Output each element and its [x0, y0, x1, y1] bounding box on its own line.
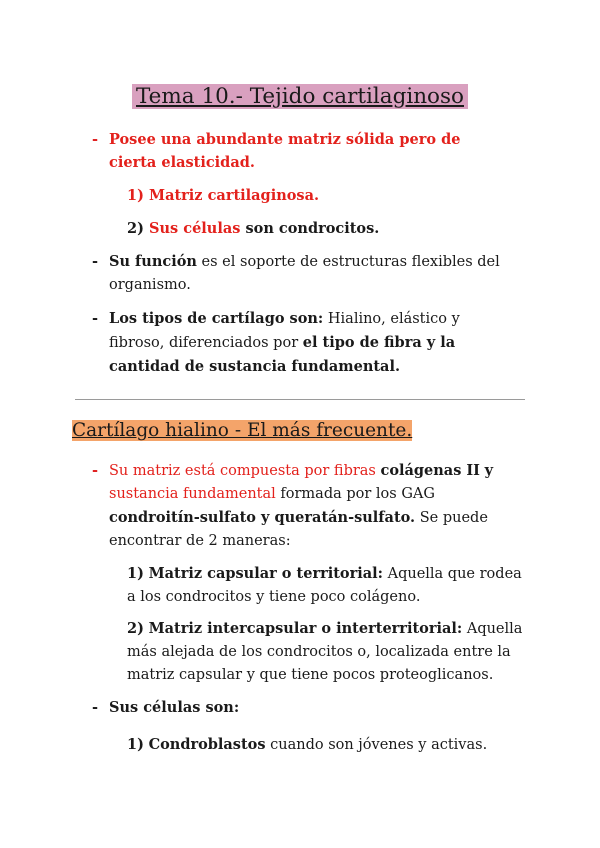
bullet-bold: Los tipos de cartílago son: — [109, 310, 324, 327]
bullet-text: es el soporte de estructuras flexibles del organismo. — [109, 254, 500, 293]
bullet-marker: - — [92, 462, 99, 479]
bullet-text: Hialino, elástico y fibroso, diferenciados por — [109, 311, 460, 351]
item-text: Aquella más alejada de los condrocitos o, localizada entre la matriz capsular y que tiene pocos proteoglicanos. — [127, 621, 523, 683]
item-red-text: Sus células — [149, 220, 241, 237]
bullet-red-text: sustancia fundamental — [109, 486, 276, 502]
numbered-item-sus-celulas — [127, 217, 379, 240]
bullet-sus-celulas: Sus células son: — [109, 699, 240, 716]
bullet-tipos-cartilago — [109, 307, 509, 379]
bullet-red-text: Su matriz está compuesta por fibras — [109, 463, 376, 479]
bullet-bold: Su función — [109, 253, 197, 270]
section-heading — [72, 417, 412, 445]
bullet-matrix-description: Posee una abundante matriz sólida pero de cierta elasticidad. — [109, 131, 461, 171]
item-bold: Matriz intercapsular o interterritorial: — [148, 620, 463, 637]
horizontal-divider — [75, 399, 525, 400]
item-number: 1) — [127, 187, 144, 204]
page-title — [0, 82, 600, 112]
bullet-text: formada por los GAG — [280, 486, 435, 502]
numbered-item-condroblastos — [127, 733, 527, 757]
bullet-funcion — [109, 250, 509, 297]
bullet-bold: condroitín-sulfato y queratán-sulfato. — [109, 509, 416, 526]
item-text: Matriz cartilaginosa. — [149, 187, 320, 204]
item-number: 1) — [127, 736, 144, 753]
bullet-marker: - — [92, 699, 99, 716]
bullet-text: Se puede encontrar de 2 maneras: — [109, 510, 488, 549]
item-text: son condrocitos. — [245, 220, 380, 237]
numbered-item-matriz-capsular — [127, 562, 527, 609]
bullet-marker: - — [92, 131, 99, 148]
bullet-bold: y — [484, 462, 494, 479]
item-number: 2) — [127, 220, 144, 237]
bullet-matriz-composicion — [109, 459, 509, 553]
item-number: 1) — [127, 565, 144, 582]
section-heading-text: Cartílago hialino - El más frecuente. — [72, 420, 413, 441]
bullet-marker: - — [92, 253, 99, 270]
item-bold: Condroblastos — [148, 736, 266, 753]
item-text: Aquella que rodea a los condrocitos y tiene poco colágeno. — [127, 566, 522, 605]
numbered-item-matriz-intercapsular — [127, 617, 527, 687]
title-text: Tema 10.- Tejido cartilaginoso — [132, 84, 468, 109]
bullet-bold: colágenas II — [380, 462, 480, 479]
item-bold: Matriz capsular o territorial: — [148, 565, 383, 582]
bullet-marker: - — [92, 310, 99, 327]
item-number: 2) — [127, 620, 144, 637]
bullet-bold: el tipo de fibra y la cantidad de sustancia fundamental. — [109, 334, 456, 375]
item-text: cuando son jóvenes y activas. — [270, 737, 488, 753]
numbered-item-matriz-cartilaginosa — [127, 184, 319, 207]
